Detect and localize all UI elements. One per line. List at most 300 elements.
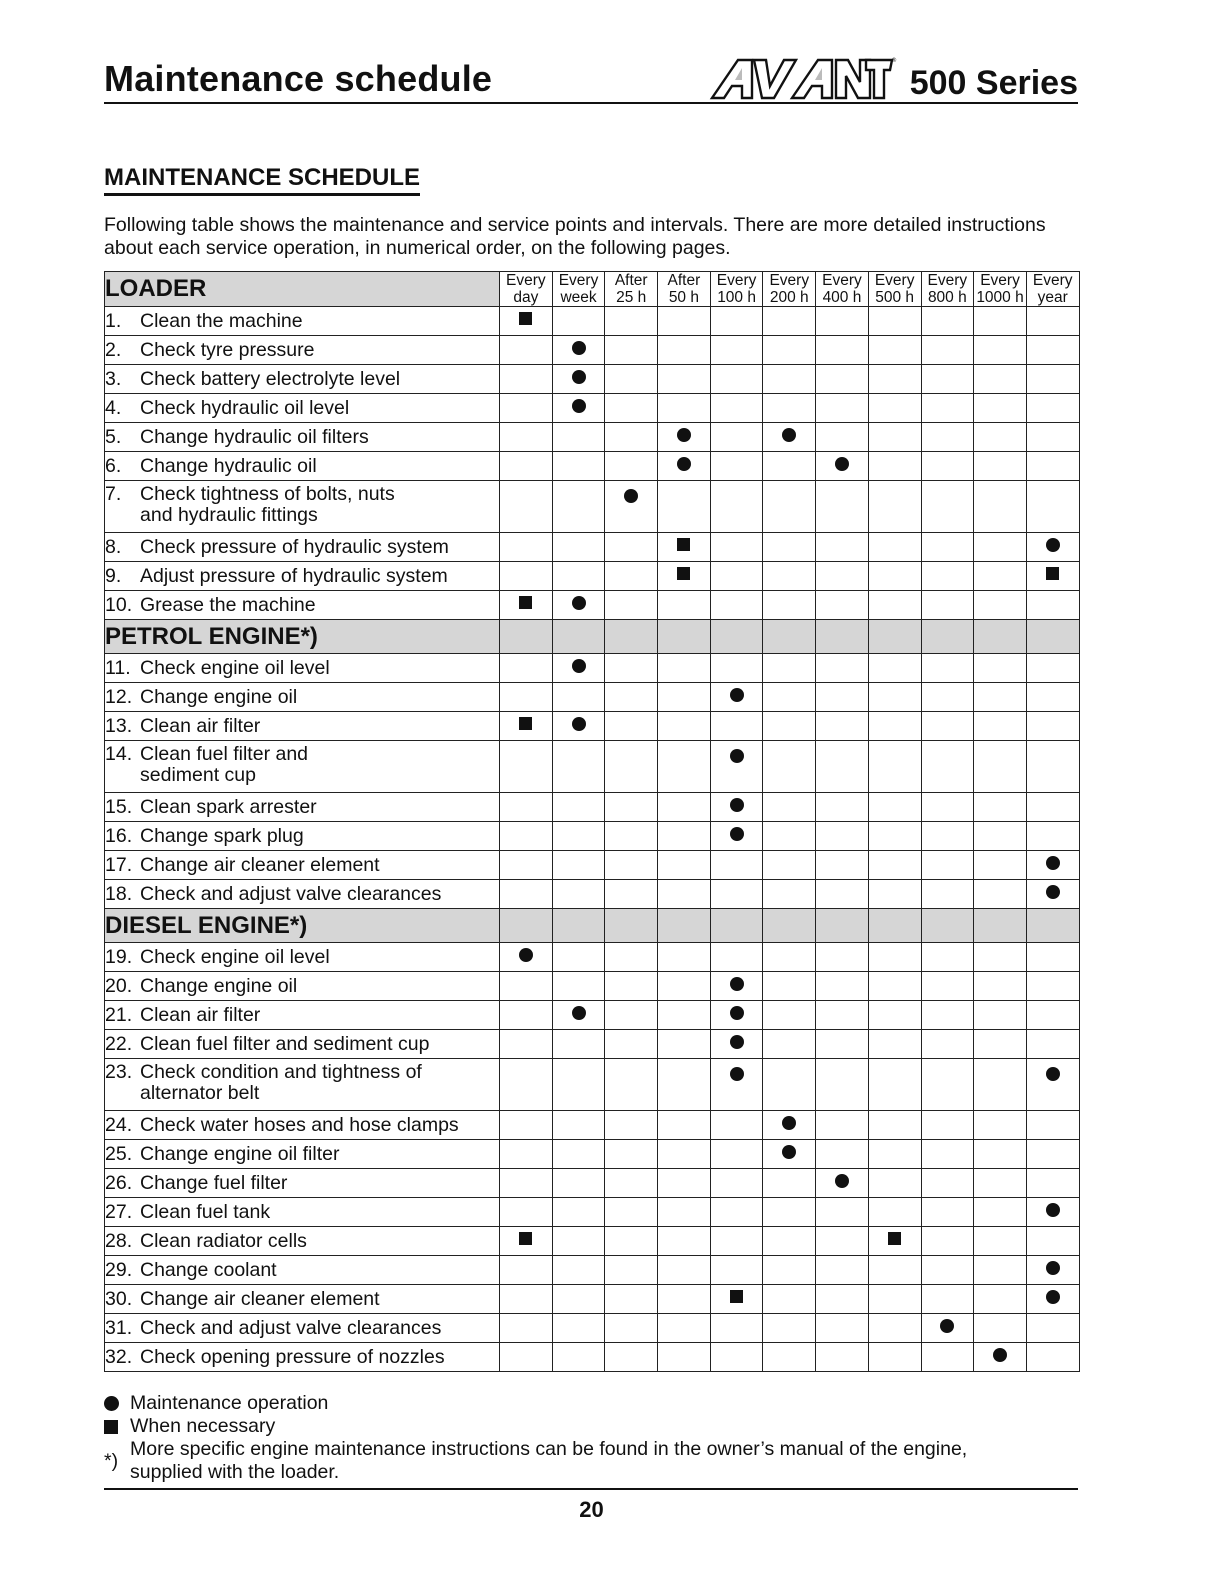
interval-cell [500,1198,553,1227]
interval-cell [1026,336,1079,365]
when-necessary-square [730,1290,743,1303]
interval-line-2: 100 h [717,289,756,306]
interval-cell [500,654,553,683]
interval-line-2: day [513,289,539,306]
interval-cell [658,1001,711,1030]
interval-cell [500,365,553,394]
intro-text [104,214,1084,260]
interval-cell [552,452,605,481]
task-row [105,880,1080,909]
interval-cell [763,712,816,741]
section-spacer-cell [710,909,763,943]
interval-cell [816,822,869,851]
interval-cell [500,683,553,712]
task-cell [105,423,500,452]
interval-line-1: Every [558,272,599,289]
interval-cell [658,683,711,712]
interval-cell [500,741,553,793]
interval-cell [816,452,869,481]
interval-cell [552,880,605,909]
interval-cell [816,591,869,620]
task-text: Check pressure of hydraulic system [140,535,449,558]
task-number: 19. [105,945,133,968]
interval-cell [816,394,869,423]
section-spacer-cell [921,909,974,943]
interval-cell [710,712,763,741]
task-cell [105,1285,500,1314]
interval-cell [1026,880,1079,909]
interval-cell [868,591,921,620]
interval-cell [500,1169,553,1198]
task-text: Change engine oil filter [140,1142,340,1165]
interval-cell [658,1343,711,1372]
when-necessary-square [677,538,690,551]
interval-cell [605,1111,658,1140]
legend-item [104,1438,1084,1484]
maintenance-operation-dot [730,798,744,812]
task-row [105,1030,1080,1059]
interval-cell [710,1198,763,1227]
interval-cell [974,1030,1027,1059]
interval-cell [763,591,816,620]
interval-line-1: Every [716,272,757,289]
interval-cell [552,851,605,880]
interval-cell [658,307,711,336]
task-row [105,591,1080,620]
legend-symbol [104,1438,130,1484]
maintenance-operation-dot [572,1006,586,1020]
maintenance-operation-dot [572,341,586,355]
interval-cell [763,336,816,365]
interval-cell [921,822,974,851]
interval-cell [974,1343,1027,1372]
interval-cell [921,452,974,481]
task-text: Change coolant [140,1258,277,1281]
interval-cell [710,793,763,822]
interval-cell [1026,423,1079,452]
task-number: 1. [105,309,122,332]
interval-line-2: 200 h [769,289,809,306]
interval-cell [868,654,921,683]
interval-cell [658,533,711,562]
interval-cell [974,533,1027,562]
interval-cell [763,1314,816,1343]
interval-cell [816,562,869,591]
interval-cell [500,562,553,591]
task-text: Check water hoses and hose clamps [140,1113,459,1136]
interval-cell [974,741,1027,793]
interval-cell [658,972,711,1001]
interval-cell [816,423,869,452]
interval-cell [605,533,658,562]
task-text: Clean air filter [140,714,261,737]
interval-cell [816,1198,869,1227]
task-row [105,1256,1080,1285]
interval-cell [500,307,553,336]
task-cell [105,1111,500,1140]
interval-cell [552,1343,605,1372]
interval-cell [658,712,711,741]
interval-cell [500,822,553,851]
interval-cell [658,1030,711,1059]
interval-cell [868,365,921,394]
task-row [105,481,1080,533]
interval-cell [868,741,921,793]
interval-cell [1026,1227,1079,1256]
task-cell [105,1227,500,1256]
task-number: 9. [105,564,122,587]
task-row [105,452,1080,481]
interval-cell [921,1169,974,1198]
interval-cell [605,1140,658,1169]
interval-cell [974,712,1027,741]
interval-cell [868,394,921,423]
interval-cell [868,1169,921,1198]
interval-cell [763,452,816,481]
section-title: DIESEL ENGINE*) [105,909,500,943]
task-number: 11. [105,656,131,679]
interval-cell [710,822,763,851]
interval-cell [552,1030,605,1059]
interval-line-2: 1000 h [976,289,1024,306]
interval-header [763,272,816,307]
legend-text: More specific engine maintenance instructions can be found in the owner’s manual of the engine, supplied with the loader. [130,1438,968,1483]
interval-cell [552,1227,605,1256]
task-row [105,1343,1080,1372]
interval-line-1: Every [980,272,1020,289]
interval-cell [816,1227,869,1256]
interval-line-2: week [560,289,597,306]
interval-cell [921,1059,974,1111]
interval-header [816,272,869,307]
interval-cell [974,1059,1027,1111]
interval-cell [868,1198,921,1227]
interval-cell [710,1030,763,1059]
task-text: Change air cleaner element [140,853,380,876]
task-row [105,365,1080,394]
interval-cell [710,423,763,452]
task-text: Clean the machine [140,309,303,332]
interval-cell [552,1198,605,1227]
interval-cell [868,423,921,452]
interval-cell [763,1001,816,1030]
interval-cell [816,1111,869,1140]
interval-cell [868,1140,921,1169]
task-row [105,741,1080,793]
task-cell [105,1343,500,1372]
interval-cell [921,1343,974,1372]
section-spacer-cell [868,620,921,654]
maintenance-operation-dot [782,1145,796,1159]
interval-cell [1026,822,1079,851]
interval-cell [974,880,1027,909]
interval-cell [868,1314,921,1343]
interval-cell [921,394,974,423]
page-title: Maintenance schedule [104,58,493,99]
task-cell [105,307,500,336]
maintenance-operation-dot [1046,1261,1060,1275]
task-text: Clean spark arrester [140,795,317,818]
interval-line-1: Every [506,272,546,289]
interval-cell [974,1256,1027,1285]
task-cell [105,562,500,591]
interval-header [921,272,974,307]
interval-cell [921,851,974,880]
interval-cell [1026,1140,1079,1169]
interval-cell [710,562,763,591]
task-text: Check engine oil level [140,656,330,679]
intro-paragraph: Following table shows the maintenance and service points and intervals. There are more detailed instructions about each service operation, in numerical order, on the following pages. [104,214,1046,259]
interval-cell [816,943,869,972]
interval-cell [816,1343,869,1372]
when-necessary-square [104,1420,118,1434]
interval-cell [974,1227,1027,1256]
interval-cell [763,1227,816,1256]
interval-line-2: 800 h [927,289,967,306]
interval-header [658,272,711,307]
interval-cell [552,1111,605,1140]
interval-cell [552,1256,605,1285]
interval-cell [605,1343,658,1372]
interval-cell [763,851,816,880]
interval-cell [1026,683,1079,712]
interval-cell [816,654,869,683]
interval-cell [974,1285,1027,1314]
section-spacer-cell [921,620,974,654]
interval-cell [710,1059,763,1111]
interval-cell [763,943,816,972]
interval-line-1: Every [769,272,810,289]
interval-cell [658,741,711,793]
interval-cell [1026,1169,1079,1198]
interval-cell [816,307,869,336]
task-number: 17. [105,853,133,876]
section-spacer-cell [974,620,1027,654]
interval-cell [868,1227,921,1256]
task-row [105,1285,1080,1314]
task-cell [105,793,500,822]
interval-cell [500,793,553,822]
task-row [105,1059,1080,1111]
task-number: 8. [105,535,122,558]
section-spacer-cell [658,620,711,654]
interval-cell [605,1001,658,1030]
maintenance-operation-dot [1046,885,1060,899]
interval-cell [763,307,816,336]
interval-cell [500,533,553,562]
interval-cell [974,1140,1027,1169]
interval-cell [868,1030,921,1059]
maintenance-operation-dot [940,1319,954,1333]
interval-cell [500,481,553,533]
interval-cell [763,1256,816,1285]
maintenance-operation-dot [572,596,586,610]
interval-cell [552,741,605,793]
interval-cell [710,365,763,394]
task-cell [105,365,500,394]
task-row [105,851,1080,880]
section-spacer-cell [816,909,869,943]
interval-cell [552,654,605,683]
section-header-row [105,620,1080,654]
interval-cell [658,1285,711,1314]
interval-cell [605,943,658,972]
task-cell [105,943,500,972]
interval-cell [974,1314,1027,1343]
task-text: Change hydraulic oil [140,454,317,477]
legend [104,1392,1084,1484]
interval-header [500,272,553,307]
interval-cell [921,741,974,793]
section-spacer-cell [500,909,553,943]
task-number: 32. [105,1345,133,1368]
asterisk-symbol: *) [104,1449,119,1472]
interval-cell [658,423,711,452]
interval-cell [552,591,605,620]
task-cell [105,394,500,423]
interval-cell [710,943,763,972]
interval-cell [500,1343,553,1372]
task-number: 21. [105,1003,133,1026]
interval-cell [763,1111,816,1140]
task-number: 16. [105,824,133,847]
section-spacer-cell [763,909,816,943]
interval-cell [1026,1030,1079,1059]
interval-cell [658,1140,711,1169]
task-row [105,336,1080,365]
interval-cell [868,943,921,972]
task-row [105,1140,1080,1169]
interval-cell [658,591,711,620]
task-row [105,423,1080,452]
interval-cell [552,394,605,423]
interval-line-2: 500 h [875,289,915,306]
task-text: Clean radiator cells [140,1229,307,1252]
maintenance-operation-dot [730,1035,744,1049]
task-cell [105,452,500,481]
interval-cell [1026,972,1079,1001]
interval-cell [552,562,605,591]
task-number: 10. [105,593,133,616]
task-row [105,683,1080,712]
interval-cell [763,365,816,394]
maintenance-operation-dot [1046,1290,1060,1304]
task-cell [105,741,500,793]
interval-cell [658,1059,711,1111]
task-number: 25. [105,1142,133,1165]
interval-cell [605,880,658,909]
interval-cell [816,1256,869,1285]
when-necessary-square [519,596,532,609]
maintenance-operation-dot [835,457,849,471]
task-cell [105,533,500,562]
task-cell [105,822,500,851]
interval-cell [868,712,921,741]
interval-cell [500,1140,553,1169]
interval-cell [921,972,974,1001]
interval-cell [868,336,921,365]
interval-cell [921,712,974,741]
interval-cell [816,972,869,1001]
interval-cell [552,822,605,851]
interval-cell [868,481,921,533]
interval-cell [710,741,763,793]
interval-cell [974,365,1027,394]
interval-cell [1026,1343,1079,1372]
interval-cell [658,851,711,880]
task-row [105,562,1080,591]
section-spacer-cell [974,909,1027,943]
interval-cell [605,452,658,481]
interval-cell [605,972,658,1001]
interval-cell [605,654,658,683]
interval-cell [605,1198,658,1227]
interval-cell [605,793,658,822]
maintenance-operation-dot [730,1067,744,1081]
interval-cell [605,712,658,741]
interval-cell [552,336,605,365]
task-text: Check condition and tightness of alternator belt [140,1061,422,1104]
interval-cell [710,1256,763,1285]
interval-cell [921,880,974,909]
when-necessary-square [519,1232,532,1245]
maintenance-operation-dot [519,948,533,962]
interval-cell [658,1227,711,1256]
interval-cell [974,1198,1027,1227]
interval-cell [710,1314,763,1343]
interval-cell [868,562,921,591]
interval-cell [1026,793,1079,822]
task-number: 13. [105,714,133,737]
interval-cell [921,562,974,591]
interval-line-1: After [667,272,701,289]
interval-cell [921,683,974,712]
section-spacer-cell [868,909,921,943]
task-row [105,1227,1080,1256]
interval-cell [868,972,921,1001]
maintenance-operation-dot [572,370,586,384]
interval-cell [710,591,763,620]
section-spacer-cell [1026,909,1079,943]
interval-cell [658,394,711,423]
interval-cell [605,683,658,712]
legend-symbol [104,1392,130,1415]
task-number: 26. [105,1171,133,1194]
interval-cell [500,1227,553,1256]
interval-header [974,272,1027,307]
interval-cell [500,1314,553,1343]
section-spacer-cell [658,909,711,943]
interval-cell [1026,591,1079,620]
interval-cell [974,307,1027,336]
interval-cell [500,851,553,880]
task-cell [105,591,500,620]
interval-line-2: 25 h [616,289,647,306]
interval-cell [921,336,974,365]
interval-cell [763,1030,816,1059]
legend-item [104,1415,1084,1438]
interval-cell [868,307,921,336]
interval-cell [552,1285,605,1314]
interval-cell [710,1285,763,1314]
task-cell [105,1169,500,1198]
interval-cell [868,1001,921,1030]
interval-cell [921,793,974,822]
task-number: 7. [105,483,122,505]
task-row [105,394,1080,423]
interval-header [710,272,763,307]
task-text: Check tyre pressure [140,338,315,361]
